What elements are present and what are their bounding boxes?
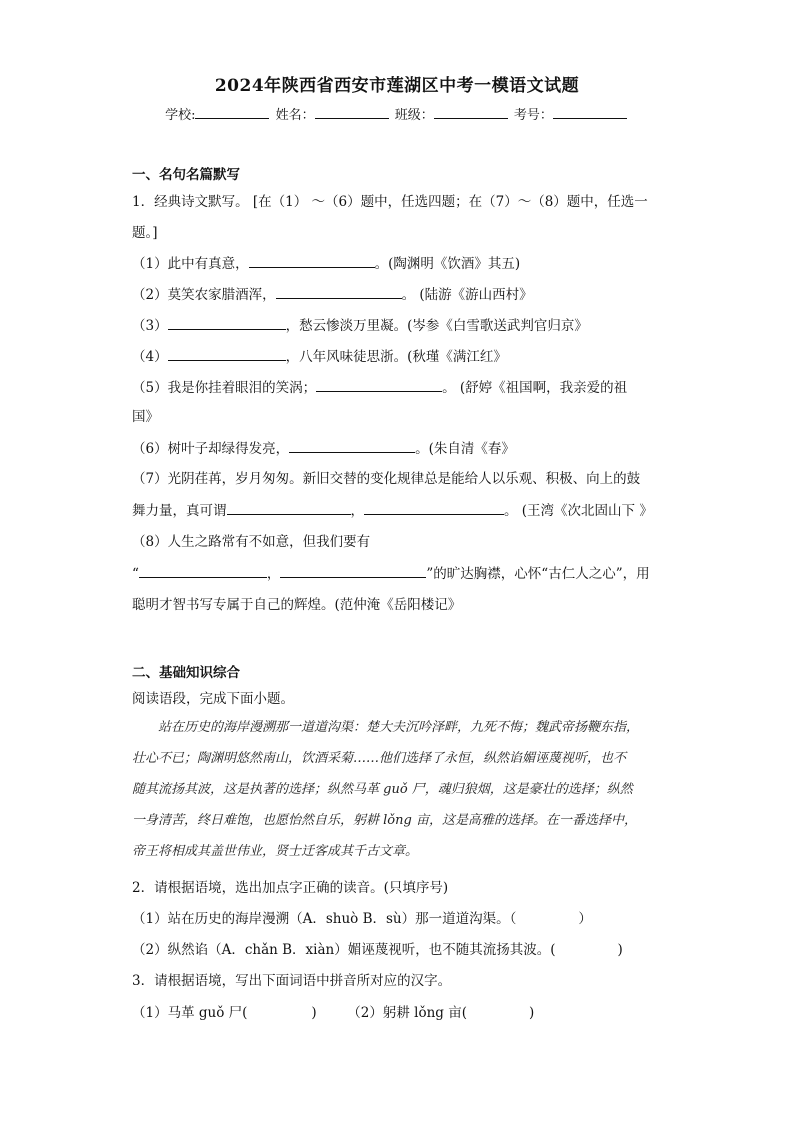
passage-line-3: 随其流扬其波，这是执著的选择；纵然马革 guǒ 尸，魂归狼烟，这是豪壮的选择；纵然 bbox=[132, 782, 633, 797]
q2-item-1 bbox=[132, 910, 592, 928]
q1-item-5 bbox=[132, 378, 627, 397]
class-blank[interactable] bbox=[434, 106, 508, 119]
q3-1-text: （1）马革 guǒ 尸( bbox=[132, 1005, 248, 1021]
item5-post: 。 (舒婷《祖国啊，我亲爱的祖 bbox=[442, 380, 628, 396]
q3-2-text: （2）躬耕 lǒng 亩( bbox=[347, 1005, 468, 1021]
class-label: 班级： bbox=[394, 108, 434, 123]
item4-pre: （4） bbox=[132, 349, 168, 365]
q1-line1: 1．经典诗文默写。 [在（1） ～（6）题中，任选四题；在（7）～（8）题中，任选一 bbox=[132, 194, 648, 210]
section1-heading: 一、名句名篇默写 bbox=[132, 167, 240, 183]
passage-line-4: 一身清苦，终日难饱，也愿怡然自乐，躬耕 lǒng 亩，这是高雅的选择。在一番选择中， bbox=[132, 813, 637, 828]
reading-passage bbox=[132, 712, 664, 867]
item6-post: 。(朱自清《春》 bbox=[415, 441, 515, 457]
q2-1-text: （1）站在历史的海岸漫溯（A．shuò B．sù）那一道道沟渠。（ bbox=[132, 911, 517, 927]
school-blank[interactable] bbox=[195, 106, 269, 119]
item3-post: ，愁云惨淡万里凝。(岑参《白雪歌送武判官归京》 bbox=[285, 318, 588, 334]
school-label: 学校: bbox=[165, 108, 196, 123]
q3-1-close: ) bbox=[311, 1005, 317, 1021]
number-blank[interactable] bbox=[553, 106, 627, 119]
item1-blank[interactable] bbox=[249, 254, 375, 268]
item2-pre: （2）莫笑农家腊酒浑， bbox=[132, 287, 276, 303]
item7-blank-1[interactable] bbox=[227, 501, 351, 515]
q2-2-text: （2）纵然谄（A．chǎn B．xiàn）媚诬蔑视听，也不随其流扬其波。( bbox=[132, 942, 556, 958]
q2-prompt: 2．请根据语境，选出加点字正确的读音。(只填序号) bbox=[132, 880, 449, 896]
item8-post: ”的旷达胸襟，心怀“古仁人之心”，用 bbox=[426, 566, 650, 582]
q1-item-4 bbox=[132, 347, 507, 366]
item4-post: ，八年风味徒思浙。(秋瑾《满江红》 bbox=[285, 349, 507, 365]
q1-item-8-line2 bbox=[132, 564, 650, 583]
q1-item-8-line1: （8）人生之路常有不如意，但我们要有 bbox=[132, 534, 371, 550]
student-info-row bbox=[0, 104, 794, 123]
item3-blank[interactable] bbox=[168, 316, 286, 330]
item8-open: “ bbox=[132, 566, 139, 582]
item7-mid: ， bbox=[350, 503, 364, 519]
q3-items bbox=[132, 1004, 534, 1022]
q2-item-2 bbox=[132, 941, 623, 959]
name-blank[interactable] bbox=[315, 106, 389, 119]
item6-blank[interactable] bbox=[289, 439, 415, 453]
q1-line2: 题。] bbox=[132, 225, 158, 241]
q1-item-5-line2: 国》 bbox=[132, 409, 159, 425]
q1-item-1 bbox=[132, 254, 520, 273]
q1-item-8-line3: 聪明才智书写专属于自己的辉煌。(范仲淹《岳阳楼记》 bbox=[132, 597, 462, 613]
q1-item-2 bbox=[132, 285, 533, 304]
q1-item-7-line2 bbox=[132, 501, 653, 520]
q1-item-6 bbox=[132, 439, 515, 458]
page-title: 2024年陕西省西安市莲湖区中考一模语文试题 bbox=[214, 76, 580, 96]
section2-heading: 二、基础知识综合 bbox=[132, 665, 240, 681]
passage-line-5: 帝王将相成其盖世伟业，贤士迁客成其千古文章。 bbox=[132, 844, 419, 859]
item8-blank-2[interactable] bbox=[280, 564, 426, 578]
q3-prompt: 3．请根据语境，写出下面词语中拼音所对应的汉字。 bbox=[132, 973, 452, 989]
item8-blank-1[interactable] bbox=[139, 564, 267, 578]
item3-pre: （3） bbox=[132, 318, 168, 334]
item7-blank-2[interactable] bbox=[364, 501, 504, 515]
q3-2-close: ) bbox=[529, 1005, 535, 1021]
item5-pre: （5）我是你挂着眼泪的笑涡； bbox=[132, 380, 317, 396]
item5-blank[interactable] bbox=[316, 378, 442, 392]
passage-line-1: 站在历史的海岸漫溯那一道道沟渠：楚大夫沉吟泽畔，九死不悔；魏武帝扬鞭东指， bbox=[158, 720, 640, 735]
item7-pre: 舞力量，真可谓 bbox=[132, 503, 227, 519]
item2-blank[interactable] bbox=[276, 285, 402, 299]
number-label: 考号： bbox=[513, 108, 553, 123]
item6-pre: （6）树叶子却绿得发亮， bbox=[132, 441, 290, 457]
item1-post: 。(陶渊明《饮酒》其五) bbox=[374, 256, 521, 272]
q2-1-close: ） bbox=[578, 911, 592, 927]
passage-line-2: 壮心不已；陶渊明悠然南山，饮酒采菊……他们选择了永恒，纵然谄媚诬蔑视听，也不 bbox=[132, 751, 627, 766]
reading-intro: 阅读语段，完成下面小题。 bbox=[132, 691, 294, 707]
name-label: 姓名： bbox=[275, 108, 315, 123]
item7-post: 。 (王湾《次北固山下 》 bbox=[504, 503, 653, 519]
q1-item-7-line1: （7）光阴荏苒，岁月匆匆。新旧交替的变化规律总是能给人以乐观、积极、向上的鼓 bbox=[132, 471, 641, 487]
item1-pre: （1）此中有真意， bbox=[132, 256, 249, 272]
item8-mid: ， bbox=[266, 566, 281, 582]
q1-item-3 bbox=[132, 316, 588, 335]
q2-2-close: ) bbox=[617, 942, 623, 958]
item2-post: 。 (陆游《游山西村》 bbox=[401, 287, 533, 303]
item4-blank[interactable] bbox=[168, 347, 286, 361]
